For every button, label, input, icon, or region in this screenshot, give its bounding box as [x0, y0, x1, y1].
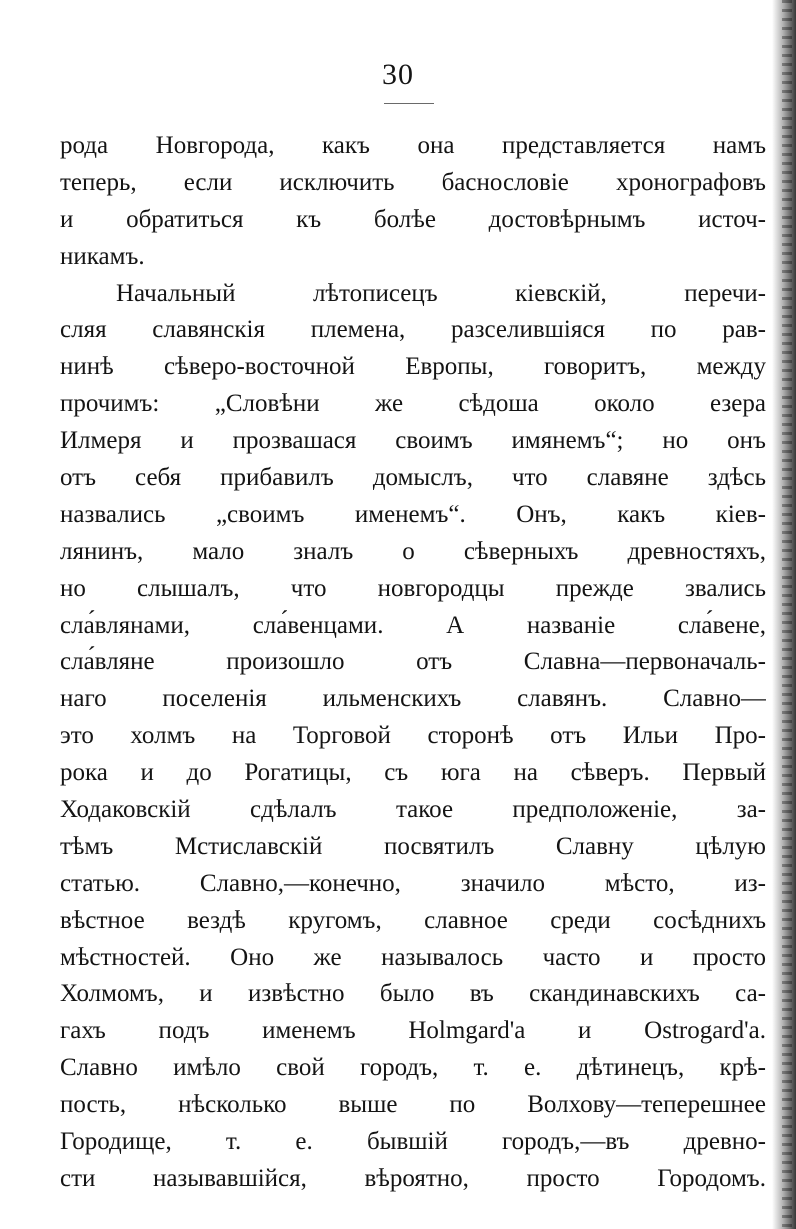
text-line: рока и до Рогатицы, съ юга на сѣверъ. Первый: [60, 759, 766, 787]
text-line: назвались „своимъ именемъ“. Онъ, какъ кіев-: [60, 500, 766, 528]
text-line: пость, нѣсколько выше по Волхову—теперешнее: [60, 1091, 766, 1119]
text-line: Ходаковскій сдѣлалъ такое предположеніе, за-: [60, 796, 766, 824]
text-line: сла́вляне произошло отъ Славна—первоначаль-: [60, 648, 766, 676]
text-line: нинѣ сѣверо-восточной Европы, говоритъ, между: [60, 353, 766, 381]
text-line: Илмеря и прозвашася своимъ имянемъ“; но онъ: [60, 427, 766, 455]
text-line: тѣмъ Мстиславскій посвятилъ Славну цѣлую: [60, 832, 766, 860]
scan-edge-noise: [782, 0, 792, 1229]
text-body: [60, 128, 766, 1198]
page-number: 30: [382, 58, 414, 91]
text-line: статью. Славно,—конечно, значило мѣсто, из-: [60, 869, 766, 897]
text-line: и обратиться къ болѣе достовѣрнымъ источ-: [60, 205, 766, 233]
text-line: но слышалъ, что новгородцы прежде звались: [60, 574, 766, 602]
text-line: Славно имѣло свой городъ, т. е. дѣтинецъ, крѣ-: [60, 1054, 766, 1082]
text-line: сляя славянскія племена, разселившіяся по рав-: [60, 316, 766, 344]
text-line: наго поселенія ильменскихъ славянъ. Славно—: [60, 685, 766, 713]
text-line: мѣстностей. Оно же называлось часто и просто: [60, 943, 766, 971]
text-line: отъ себя прибавилъ домыслъ, что славяне здѣсь: [60, 464, 766, 492]
text-line: Городище, т. е. бывшій городъ,—въ древно-: [60, 1128, 766, 1156]
text-line: теперь, если исключить баснословіе хронографовъ: [60, 168, 766, 196]
text-line: рода Новгорода, какъ она представляется намъ: [60, 132, 766, 159]
text-line: гахъ подъ именемъ Holmgard'a и Ostrogard'a.: [60, 1017, 766, 1045]
text-line: никамъ.: [60, 242, 145, 270]
text-line: сти называвшійся, вѣроятно, просто Городомъ.: [60, 1164, 766, 1192]
text-line: лянинъ, мало зналъ о сѣверныхъ древностяхъ,: [60, 537, 766, 565]
page-number-rule: [384, 103, 434, 104]
text-line: сла́влянами, сла́венцами. А названіе сла́вене,: [60, 611, 766, 639]
text-line: прочимъ: „Словѣни же сѣдоша около езера: [60, 390, 766, 418]
text-line: Холмомъ, и извѣстно было въ скандинавскихъ са-: [60, 980, 766, 1008]
text-line: вѣстное вездѣ кругомъ, славное среди сосѣднихъ: [60, 906, 766, 934]
paragraph-start-line: Начальный лѣтописецъ кіевскій, перечи-: [116, 279, 766, 307]
text-line: это холмъ на Торговой сторонѣ отъ Ильи Про-: [60, 722, 766, 750]
